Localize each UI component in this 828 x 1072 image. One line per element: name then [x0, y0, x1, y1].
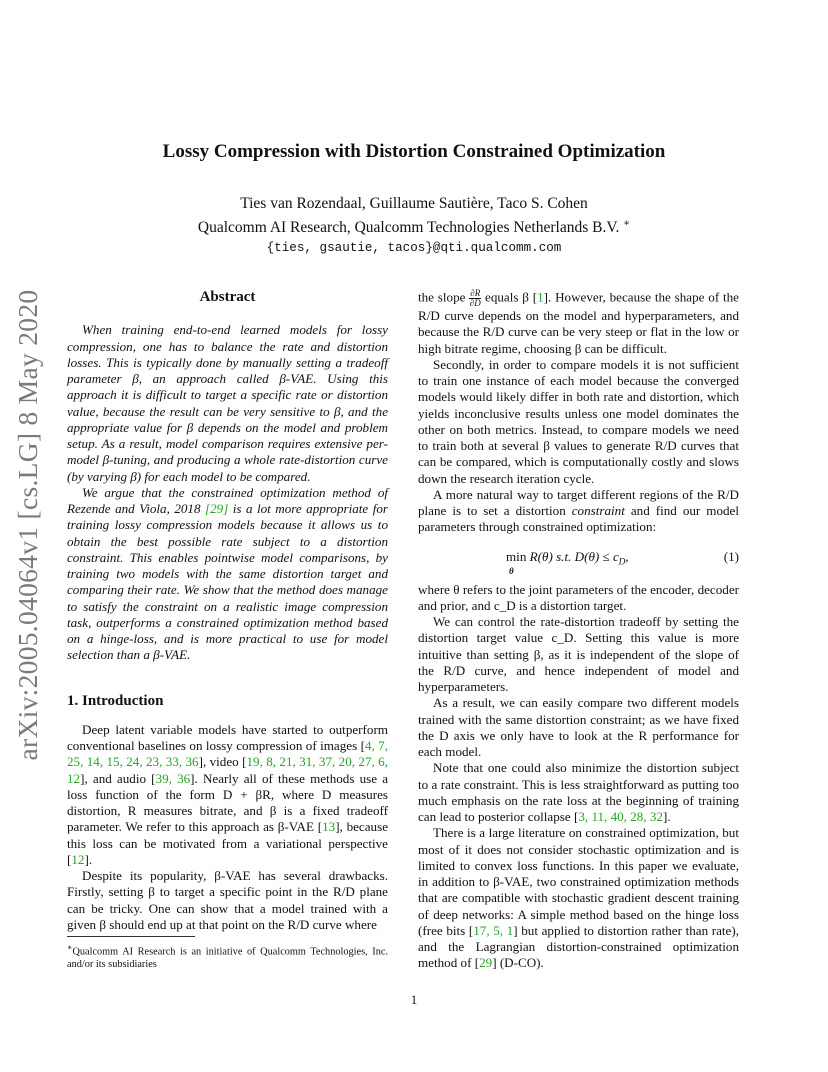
footnote-divider	[67, 936, 195, 937]
right-paragraph-5: We can control the rate-distortion tradeoff by setting the distortion target value c_D. Setting this value is more intuitive than setting β, as it is independent of the slope of the R/D curve, and hence independent of model and hyperparameters.	[418, 614, 739, 694]
author-emails: {ties, gsautie, tacos}@qti.qualcomm.com	[266, 241, 562, 256]
right-p8-text: There is a large literature on constrained optimization, but most of it does not consider stochastic optimization and is limited to convex loss functions. In this paper we evaluate, in addition to β-VAE, two constrained optimization methods that are compatible with stochastic gradient descent training of deep networks: A simple method based on the hinge loss (free bits [	[418, 825, 739, 938]
intro-p1-text: ], video [	[198, 754, 247, 770]
intro-p1-text: ], because this loss can be motivated from a variational perspective [	[67, 819, 389, 867]
abstract-heading: Abstract	[199, 289, 256, 305]
right-p1-text: ]. However, because the shape of the R/D curve depends on the model and hyperparameters, and because the R/D curve can be very steep or flat in the low or high bitrate regime, choosing β can be difficult.	[418, 289, 739, 356]
author-block	[0, 194, 828, 258]
right-paragraph-8	[418, 825, 739, 971]
equation-body	[506, 548, 629, 576]
arxiv-stamp-text: arXiv:2005.04064v1 [cs.LG] 8 May 2020	[12, 289, 43, 761]
right-p7-text: Note that one could also minimize the distortion subject to a rate constraint. This is less straightforward as putting too much emphasis on the rate loss at the beginning of training can lead to posterior collapse [	[418, 760, 739, 824]
intro-p1-text: ], and audio [	[80, 770, 156, 786]
equation-expression: R(θ) s.t. D(θ) ≤ c	[526, 548, 619, 564]
emphasis-constraint: constraint	[571, 503, 625, 518]
paper-title: Lossy Compression with Distortion Constrained Optimization	[162, 141, 666, 162]
citation-link[interactable]: [29]	[205, 501, 229, 516]
fraction-numerator: ∂R	[470, 288, 481, 298]
right-p8-text: ] but applied to distortion rather than rate), and the Lagrangian distortion-constrained optimization method of [	[418, 922, 739, 971]
right-paragraph-3	[418, 487, 739, 536]
citation-link[interactable]: 19, 8, 21, 31, 37, 20, 27, 6, 12	[67, 754, 388, 786]
right-p3-text: A more natural way to target different regions of the R/D plane is to set a distortion	[418, 486, 739, 518]
citation-link[interactable]: 12	[71, 851, 85, 867]
citation-link[interactable]: 39, 36	[155, 770, 191, 786]
citation-link[interactable]: 17, 5, 1	[473, 922, 514, 938]
right-p8-text: ] (D-CO).	[492, 955, 544, 971]
equation-1	[418, 546, 739, 576]
intro-paragraph-2: Despite its popularity, β-VAE has several drawbacks. Firstly, setting β to target a specific point in the R/D plane can be tricky. One can show that a model trained with a given β should end up at that point on the R/D curve where	[67, 868, 388, 932]
intro-p1-text: Deep latent variable models have started to outperform conventional baselines on lossy compression of images [	[67, 721, 388, 753]
arxiv-stamp	[6, 285, 50, 765]
intro-p1-text: ].	[84, 851, 93, 867]
equation-min-subscript: θ	[509, 565, 514, 576]
footnote-mark: ∗	[67, 943, 73, 952]
citation-link[interactable]: 1	[537, 289, 544, 305]
citation-link[interactable]: 13	[322, 819, 336, 835]
intro-paragraph-1	[67, 722, 388, 868]
equation-number: (1)	[723, 548, 739, 564]
equation-subscript: D	[618, 556, 626, 567]
right-column	[418, 289, 739, 972]
affiliation-footnote-mark: ∗	[623, 218, 631, 229]
equation-comma: ,	[625, 548, 629, 564]
page-number: 1	[410, 992, 418, 1007]
partial-derivative-fraction	[469, 289, 481, 308]
right-p1-text: the slope	[418, 289, 470, 305]
footnote-text: Qualcomm AI Research is an initiative of Qualcomm Technologies, Inc. and/or its subsidiaries	[67, 946, 388, 971]
right-paragraph-2: Secondly, in order to compare models it is not sufficient to train one instance of each model because the converged models would likely differ in both rate and distortion, which yields inconclusive results unless one model dominates the other on both metrics. Instead, to compare models we need to train both at several β values to generate R/D curves that can be compared, which is computationally costly and slows down the research iteration cycle.	[418, 356, 739, 486]
right-p3-text: and find our model parameters through constrained optimization:	[418, 503, 739, 535]
equation-min-operator: min	[506, 548, 527, 564]
abstract-paragraph-2	[67, 485, 388, 664]
left-column	[67, 289, 388, 933]
right-paragraph-6: As a result, we can easily compare two different models trained with the same distortion constraint; as we have fixed the D axis we only have to look at the R performance for each model.	[418, 695, 739, 759]
affiliation-line	[0, 214, 828, 238]
affiliation: Qualcomm AI Research, Qualcomm Technologies Netherlands B.V.	[197, 219, 620, 237]
abstract-paragraph-1: When training end-to-end learned models for lossy compression, one has to balance the rate and distortion losses. This is typically done by manually setting a tradeoff parameter β, an approach called β-VAE. Using this approach it is difficult to target a specific rate or distortion value, because the result can be very sensitive to β, and the appropriate value for β depends on the model and problem setup. As a result, model comparison requires extensive per-model β-tuning, and producing a whole rate-distortion curve (by varying β) for each model to be compared.	[67, 322, 388, 484]
right-paragraph-4: where θ refers to the joint parameters of the encoder, decoder and prior, and c_D is a distortion target.	[418, 581, 739, 613]
intro-p1-text: ]. Nearly all of these methods use a loss function of the form D + βR, where D measures distortion, R measures bitrate, and β is a fixed tradeoff parameter. We refer to this approach as β-VAE [	[67, 770, 389, 835]
right-p7-text: ].	[662, 809, 671, 824]
right-p1-text: equals β [	[481, 289, 538, 305]
right-paragraph-7	[418, 760, 739, 825]
abstract-p2-text-a: We argue that the constrained optimization method of Rezende and Viola, 2018	[67, 484, 388, 516]
fraction-denominator: ∂D	[469, 298, 481, 308]
citation-link[interactable]: 29	[479, 955, 493, 971]
footnote	[67, 941, 388, 971]
section-heading-introduction: 1. Introduction	[67, 692, 164, 709]
citation-link[interactable]: 4, 7, 25, 14, 15, 24, 23, 33, 36	[67, 738, 388, 770]
author-names: Ties van Rozendaal, Guillaume Sautière, Taco S. Cohen	[240, 195, 588, 212]
right-paragraph-1	[418, 289, 739, 357]
abstract-p2-text-b: is a lot more appropriate for training lossy compression models because it allows us to obtain the best possible rate subject to a distortion constraint. This enables pointwise model comparisons, by training two models with the same distortion target and comparing their rate. We show that the method does manage to satisfy the constraint on a realistic image compression task, outperforms a constrained optimization method based on a hinge-loss, and is more practical to use for model selection than a β-VAE.	[67, 501, 388, 663]
abstract-section	[67, 289, 388, 664]
citation-link[interactable]: 3, 11, 40, 28, 32	[578, 809, 663, 824]
